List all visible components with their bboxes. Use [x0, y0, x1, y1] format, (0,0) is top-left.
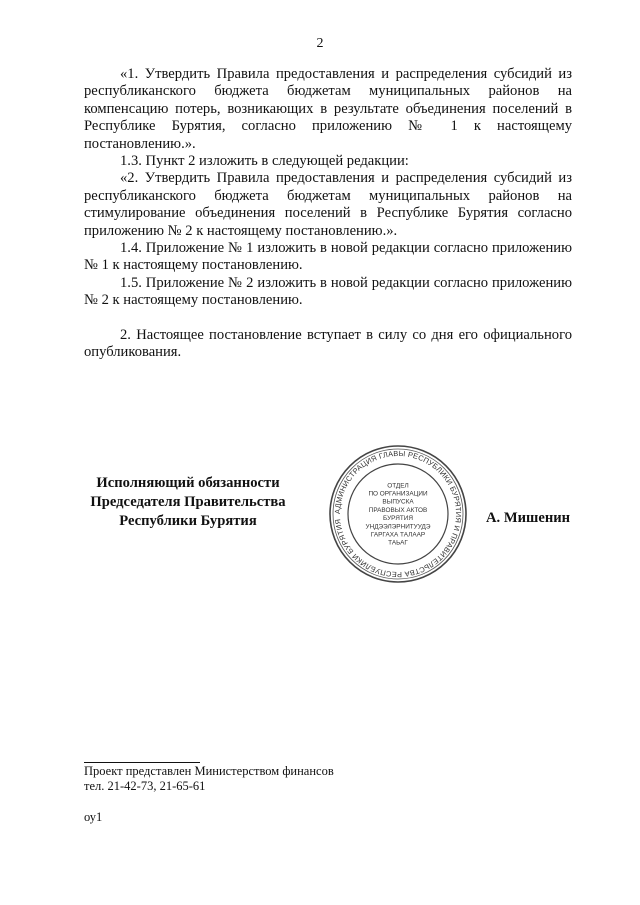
- seal-center-line: ГАРГАХА ТАЛААР: [370, 531, 426, 539]
- seal-center-line: ТАЬАГ: [388, 539, 408, 547]
- seal-center-text: [366, 482, 431, 546]
- paragraph-1-5: 1.5. Приложение № 2 изложить в новой редакции согласно приложению № 2 к настоящему постановлению.: [84, 274, 572, 309]
- seal-center-line: ПРАВОВЫХ АКТОВ: [368, 506, 428, 514]
- paragraph-1-4: 1.4. Приложение № 1 изложить в новой редакции согласно приложению № 1 к настоящему постановлению.: [84, 240, 572, 274]
- signatory-title-line: Председателя Правительства: [90, 494, 286, 510]
- seal-ring-text: АДМИНИСТРАЦИЯ ГЛАВЫ РЕСПУБЛИКИ БУРЯТИЯ И ПРАВИТЕЛЬСТВА РЕСПУБЛИКИ БУРЯТИЯ: [332, 448, 464, 580]
- document-code: оу1: [84, 810, 103, 824]
- signatory-name: А. Мишенин: [486, 510, 571, 526]
- seal-center-line: ОТДЕЛ: [387, 482, 409, 490]
- paragraph-1: «1. Утвердить Правила предоставления и распределения субсидий из республиканского бюджета бюджетам муниципальных районов на компенсацию потерь, возникающих в результате объединения поселений в Республике Бурятия, согласно приложению № 1 к настоящему постановлению.».: [84, 66, 572, 152]
- page-number: 2: [316, 36, 324, 51]
- footer-line: Проект представлен Министерством финансов: [84, 764, 334, 778]
- signatory-title: [68, 474, 308, 531]
- seal-center-line: БУРЯТИЯ: [383, 515, 413, 523]
- signatory-title-line: Республики Бурятия: [119, 513, 257, 529]
- seal-center-line: ВЫПУСКА: [382, 498, 414, 506]
- footer-note: [84, 764, 334, 794]
- svg-text:АДМИНИСТРАЦИЯ ГЛАВЫ РЕСПУБЛИКИ: [333, 449, 463, 579]
- paragraph-2-quote: «2. Утвердить Правила предоставления и распределения субсидий из республиканского бюджета бюджетам муниципальных районов на стимулирование объединения поселений в Республике Бурятия согласно приложению № 2 к настоящему постановлению.».: [84, 170, 572, 239]
- paragraph-1-3: 1.3. Пункт 2 изложить в следующей редакции:: [120, 153, 409, 170]
- document-body: [84, 66, 572, 362]
- official-seal-stamp: [328, 444, 468, 584]
- paragraph-2-effective: 2. Настоящее постановление вступает в силу со дня его официального опубликования.: [84, 326, 572, 361]
- seal-center-line: ПО ОРГАНИЗАЦИИ: [368, 490, 428, 498]
- footer-divider: [84, 762, 200, 763]
- seal-center-line: УНДЭЭЛЭРНИТУУДЭ: [365, 523, 431, 531]
- signatory-title-line: Исполняющий обязанности: [96, 475, 280, 491]
- footer-phone: тел. 21-42-73, 21-65-61: [84, 779, 206, 793]
